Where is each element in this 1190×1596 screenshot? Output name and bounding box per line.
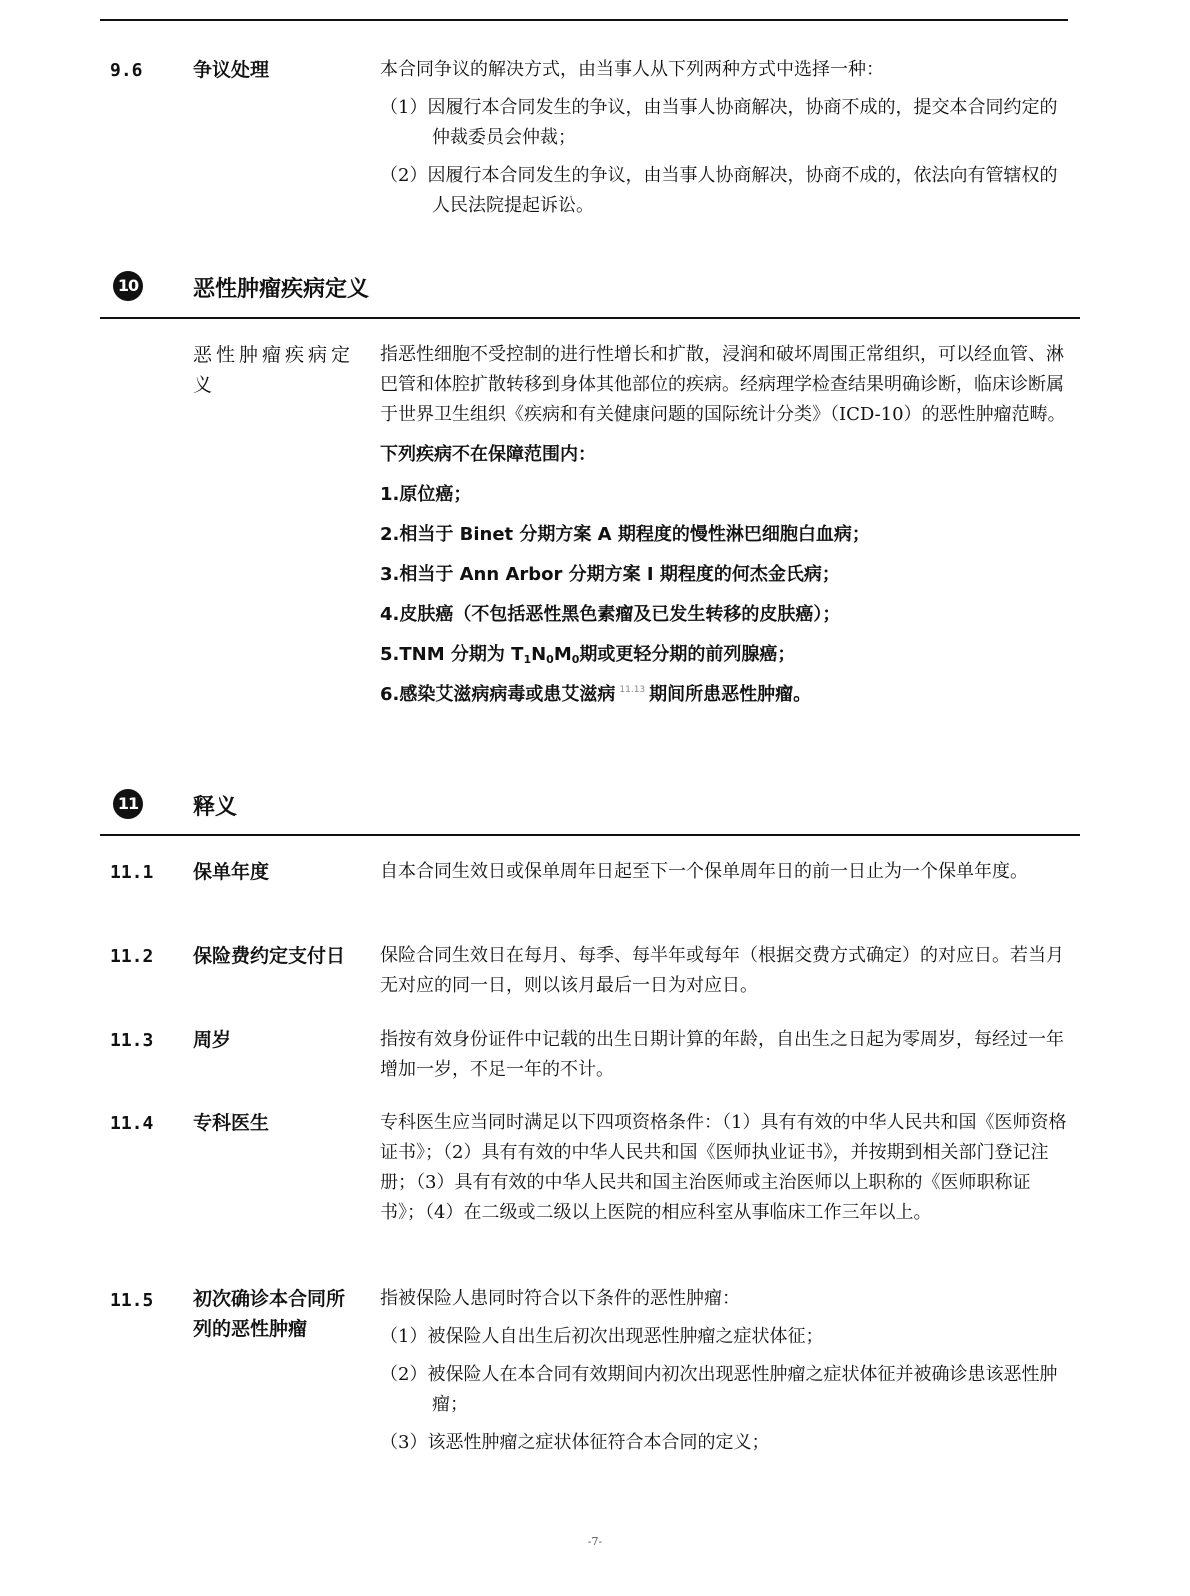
exclusion-item: 2.相当于 Binet 分期方案 A 期程度的慢性淋巴细胞白血病；: [380, 524, 870, 545]
top-rule: [100, 19, 1068, 21]
exclusion-item: 3.相当于 Ann Arbor 分期方案 I 期程度的何杰金氏病；: [380, 564, 840, 585]
entry-term: 保险费约定支付日: [193, 945, 346, 967]
exclusion-item: 4.皮肤癌（不包括恶性黑色素瘤及已发生转移的皮肤癌）；: [380, 604, 841, 625]
entry-number: 11.1: [110, 862, 154, 883]
section-title: 释义: [193, 795, 238, 820]
tnm-subscript: 0: [571, 653, 580, 666]
entry-number: 11.5: [110, 1290, 154, 1311]
section-number-badge: 10: [113, 271, 143, 301]
exclusions-heading: 下列疾病不在保障范围内：: [380, 444, 596, 465]
entry-term: 保单年度: [193, 861, 270, 883]
page-number: -7-: [587, 1535, 603, 1548]
clause-number: 9.6: [110, 60, 143, 81]
cross-reference: 11.13: [619, 685, 646, 695]
definition-text: 指恶性细胞不受控制的进行性增长和扩散，浸润和破坏周围正常组织，可以经血管、淋巴管和体腔扩散转移到身体其他部位的疾病。经病理学检查结果明确诊断，临床诊断属于世界卫生组织《疾病和有关健康问题的国际统计分类》（ICD-10）的恶性肿瘤范畴。: [380, 344, 1066, 425]
tnm-subscript: 0: [546, 653, 554, 666]
section-rule: [100, 317, 1080, 319]
exclusion-text: 期间所患恶性肿瘤。: [649, 684, 812, 705]
clause-term: 争议处理: [193, 59, 270, 81]
entry-number: 11.4: [110, 1113, 154, 1134]
list-item: （2）被保险人在本合同有效期间内初次出现恶性肿瘤之症状体征并被确诊患该恶性肿瘤；: [380, 1364, 1058, 1415]
definition-body: [380, 340, 1070, 710]
list-item: （1）被保险人自出生后初次出现恶性肿瘤之症状体征；: [380, 1326, 824, 1347]
exclusion-text: 6.感染艾滋病病毒或患艾滋病: [380, 684, 616, 705]
exclusion-text: N: [531, 644, 547, 665]
exclusion-item: [380, 640, 1070, 670]
section-number-badge: 11: [113, 789, 143, 819]
clause-intro: 本合同争议的解决方式，由当事人从下列两种方式中选择一种：: [380, 59, 884, 80]
list-item: （3）该恶性肿瘤之症状体征符合本合同的定义；: [380, 1432, 770, 1453]
entry-term: 初次确诊本合同所列的恶性肿瘤: [193, 1288, 346, 1340]
entry-number: 11.2: [110, 946, 154, 967]
exclusion-text: 期或更轻分期的前列腺癌；: [579, 644, 796, 665]
exclusion-text: 5.TNM 分期为 T: [380, 644, 524, 665]
list-item: （1）因履行本合同发生的争议，由当事人协商解决，协商不成的，提交本合同约定的仲裁委员会仲裁；: [380, 97, 1058, 148]
entry-text: 专科医生应当同时满足以下四项资格条件：（1）具有有效的中华人民共和国《医师资格证书》；（2）具有有效的中华人民共和国《医师执业证书》，并按期到相关部门登记注册；（3）具有有效的中华人民共和国主治医师或主治医师以上职称的《医师职称证书》；（4）在二级或二级以上医院的相应科室从事临床工作三年以上。: [380, 1112, 1067, 1223]
exclusion-item: 1.原位癌；: [380, 484, 472, 505]
entry-term: 专科医生: [193, 1112, 270, 1134]
tnm-subscript: 1: [523, 653, 532, 666]
definition-term: 恶性肿瘤疾病定义: [193, 344, 355, 396]
entry-body: [380, 1284, 1070, 1458]
section-rule: [100, 834, 1080, 836]
entry-text: 指按有效身份证件中记载的出生日期计算的年龄，自出生之日起为零周岁，每经过一年增加一岁，不足一年的不计。: [380, 1029, 1064, 1080]
list-item: （2）因履行本合同发生的争议，由当事人协商解决，协商不成的，依法向有管辖权的人民法院提起诉讼。: [380, 165, 1058, 216]
entry-number: 11.3: [110, 1030, 154, 1051]
exclusion-text: M: [553, 644, 572, 665]
entry-term: 周岁: [193, 1029, 232, 1051]
entry-text: 保险合同生效日在每月、每季、每半年或每年（根据交费方式确定）的对应日。若当月无对应的同一日，则以该月最后一日为对应日。: [380, 945, 1064, 996]
section-title: 恶性肿瘤疾病定义: [193, 277, 370, 302]
clause-body: [380, 55, 1070, 221]
exclusion-item: [380, 680, 1070, 710]
entry-text: 指被保险人患同时符合以下条件的恶性肿瘤：: [380, 1288, 740, 1309]
entry-text: 自本合同生效日或保单周年日起至下一个保单周年日的前一日止为一个保单年度。: [380, 861, 1028, 882]
